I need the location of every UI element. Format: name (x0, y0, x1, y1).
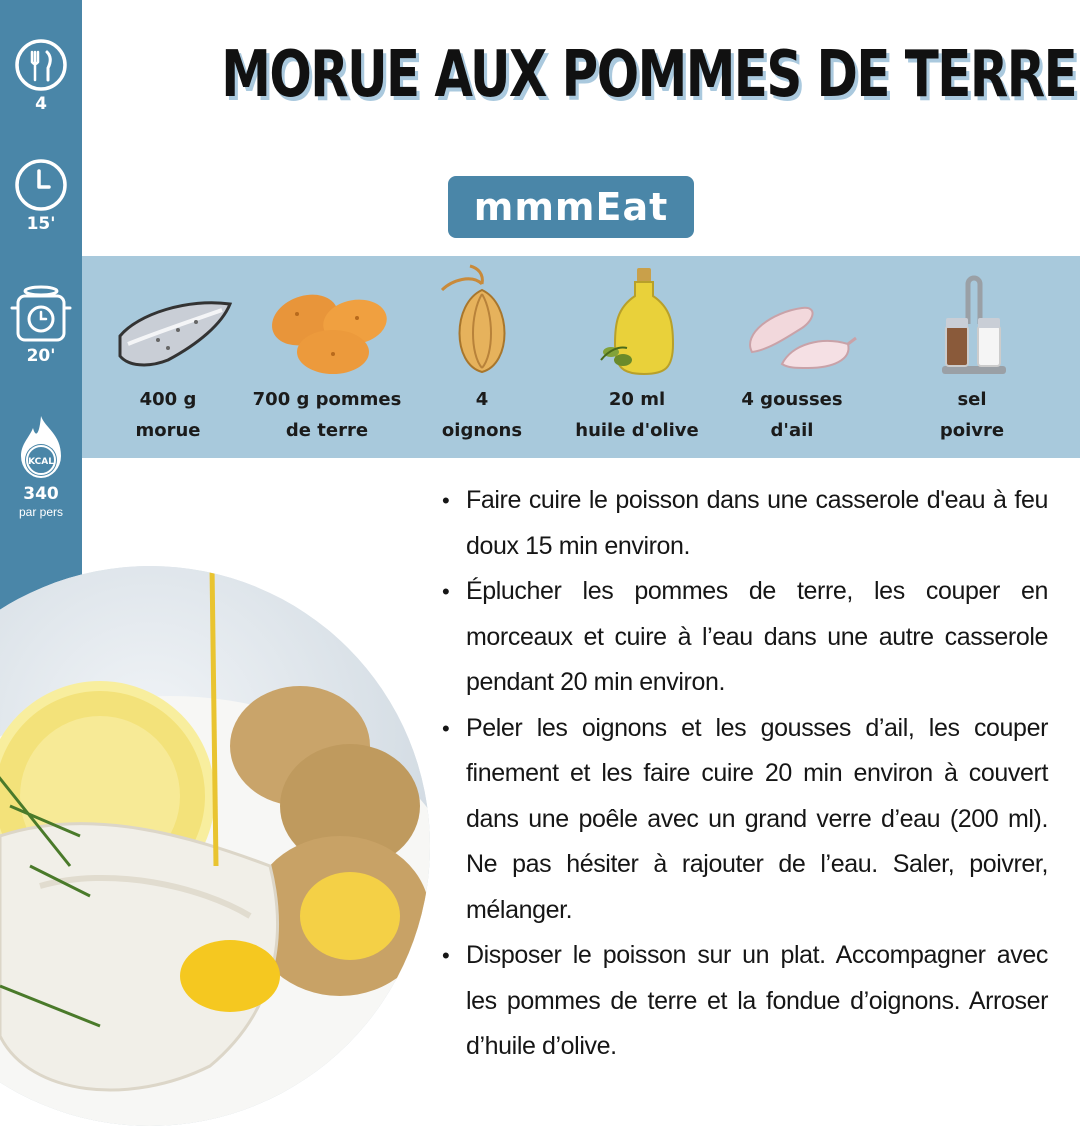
step-item: • Disposer le poisson sur un plat. Accompagner avec les pommes de terre et la fondue d’oignons. Arroser d’huile d’olive. (440, 933, 1048, 1070)
salt-pepper-shakers-icon (902, 264, 1042, 380)
servings-info (0, 38, 82, 114)
ingredient-name: huile d'olive (575, 420, 699, 441)
servings-value: 4 (35, 94, 47, 114)
ingredient-cod (88, 256, 248, 458)
ingredient-name: poivre (939, 420, 1005, 441)
step-item: • Éplucher les pommes de terre, les couper en morceaux et cuire à l’eau dans une autre casserole pendant 20 min environ. (440, 569, 1048, 706)
ingredient-name: d'ail (770, 420, 814, 441)
potatoes-icon (257, 264, 397, 380)
cook-time-value: 20' (26, 346, 56, 366)
ingredient-name: oignons (441, 420, 523, 441)
step-item: • Faire cuire le poisson dans une casserole d'eau à feu doux 15 min environ. (440, 478, 1048, 569)
kcal-flame-icon (11, 414, 71, 482)
dish-illustration (0, 566, 430, 1126)
ingredient-qty: sel (957, 389, 987, 410)
recipe-steps (440, 478, 1048, 1070)
step-item: • Peler les oignons et les gousses d’ail, les couper finement et les faire cuire 20 min environ à couvert dans une poêle avec un grand verre d’eau (200 ml). Ne pas hésiter à rajouter de l’eau. Saler, poivrer, mélanger. (440, 706, 1048, 934)
ingredient-garlic (712, 256, 872, 458)
ingredient-qty: 20 ml (608, 389, 666, 410)
cook-time-info (0, 282, 82, 366)
brand-logo: mmmEat (448, 176, 694, 238)
calories-value: 340 (23, 484, 59, 504)
prep-time-value: 15' (26, 214, 56, 234)
calories-unit: par pers (18, 505, 64, 519)
dish-photo (0, 566, 430, 1126)
cooking-pot-timer-icon (8, 282, 74, 344)
clock-icon (14, 158, 68, 212)
ingredient-olive-oil (557, 256, 717, 458)
ingredient-qty: 4 (475, 389, 489, 410)
ingredient-onions (402, 256, 562, 458)
ingredient-salt-pepper (892, 256, 1052, 458)
cod-fillet-icon (98, 264, 238, 380)
ingredient-potatoes (247, 256, 407, 458)
ingredient-qty: 400 g (139, 389, 197, 410)
ingredients-band (82, 256, 1080, 458)
garlic-cloves-icon (722, 264, 862, 380)
prep-time-info (0, 158, 82, 234)
fork-knife-icon (14, 38, 68, 92)
ingredient-qty: 4 gousses (741, 389, 843, 410)
calories-info (0, 414, 82, 519)
olive-oil-bottle-icon (567, 264, 707, 380)
onion-icon (412, 264, 552, 380)
ingredient-qty: 700 g pommes (252, 389, 402, 410)
ingredient-name: morue (135, 420, 201, 441)
recipe-title: MORUE AUX POMMES DE TERRE (221, 38, 1077, 112)
ingredient-name: de terre (285, 420, 369, 441)
kcal-badge: KCAL (28, 457, 54, 467)
